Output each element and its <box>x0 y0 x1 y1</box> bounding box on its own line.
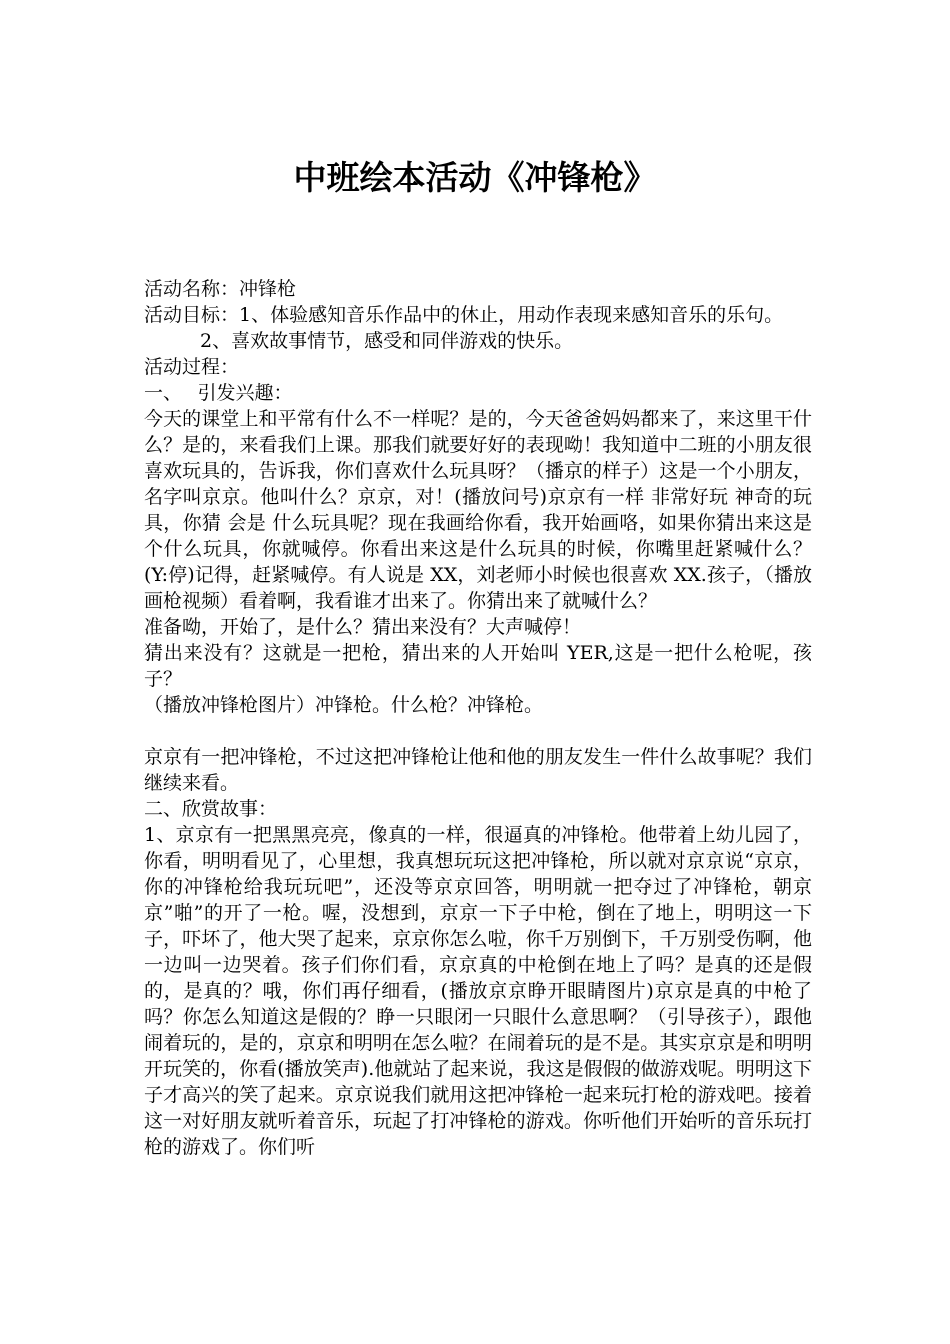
document-body <box>144 276 812 1160</box>
section-1-paragraph-3: 猜出来没有？这就是一把枪，猜出来的人开始叫 YER,这是一把什么枪呢，孩子？ <box>144 642 812 690</box>
activity-goal-line: 活动目标：1、体验感知音乐作品中的休止，用动作表现来感知音乐的乐句。 <box>144 304 784 326</box>
activity-name-line: 活动名称：冲锋枪 <box>144 278 297 300</box>
blank-line <box>144 718 812 744</box>
story-paragraph: 1、京京有一把黑黑亮亮，像真的一样，很逼真的冲锋枪。他带着上幼儿园了，你看，明明看见了，心里想，我真想玩玩这把冲锋枪，所以就对京京说“京京，你的冲锋枪给我玩玩吧”，还没等京京回答，明明就一把夺过了冲锋枪，朝京京”啪”的开了一枪。喔，没想到，京京一下子中枪，倒在了地上，明明这一下子，吓坏了，他大哭了起来，京京你怎么啦，你千万别倒下，千万别受伤啊，他一边叫一边哭着。孩子们你们看，京京真的中枪倒在地上了吗？是真的还是假的，是真的？哦，你们再仔细看，(播放京京睁开眼睛图片)京京是真的中枪了吗？你怎么知道这是假的？睁一只眼闭一只眼什么意思啊？（引导孩子），跟他闹着玩的，是的，京京和明明在怎么啦？在闹着玩的是不是。其实京京是和明明开玩笑的，你看(播放笑声).他就站了起来说，我这是假假的做游戏呢。明明这下子才高兴的笑了起来。京京说我们就用这把冲锋枪一起来玩打枪的游戏吧。接着这一对好朋友就听着音乐，玩起了打冲锋枪的游戏。你听他们开始听的音乐玩打枪的游戏了。你们听 <box>144 824 812 1158</box>
section-1-paragraph: 今天的课堂上和平常有什么不一样呢？是的，今天爸爸妈妈都来了，来这里干什么？是的，来看我们上课。那我们就要好好的表现呦！我知道中二班的小朋友很喜欢玩具的，告诉我，你们喜欢什么玩具呀？（播京的样子）这是一个小朋友，名字叫京京。他叫什么？京京，对！(播放问号)京京有一样 非常好玩 神奇的玩具，你猜 会是 什么玩具呢？现在我画给你看，我开始画咯，如果你猜出来这是个什么玩具，你就喊停。你看出来这是什么玩具的时候，你嘴里赶紧喊什么？(Y:停)记得，赶紧喊停。有人说是 XX，刘老师小时候也很喜欢 XX.孩子，（播放画枪视频）看着啊，我看谁才出来了。你猜出来了就喊什么？ <box>144 408 812 612</box>
section-2-heading: 二、欣赏故事： <box>144 798 278 820</box>
transition-paragraph: 京京有一把冲锋枪，不过这把冲锋枪让他和他的朋友发生一件什么故事呢？我们继续来看。 <box>144 746 812 794</box>
activity-goal-2-line: 2、喜欢故事情节，感受和同伴游戏的快乐。 <box>200 330 574 352</box>
section-1-heading: 一、 引发兴趣： <box>144 382 293 404</box>
section-1-paragraph-4: （播放冲锋枪图片）冲锋枪。什么枪？冲锋枪。 <box>144 694 544 716</box>
document-title: 中班绘本活动《冲锋枪》 <box>293 158 657 197</box>
section-1-paragraph-2: 准备呦，开始了，是什么？猜出来没有？大声喊停！ <box>144 616 582 638</box>
activity-process-heading: 活动过程： <box>144 356 240 378</box>
